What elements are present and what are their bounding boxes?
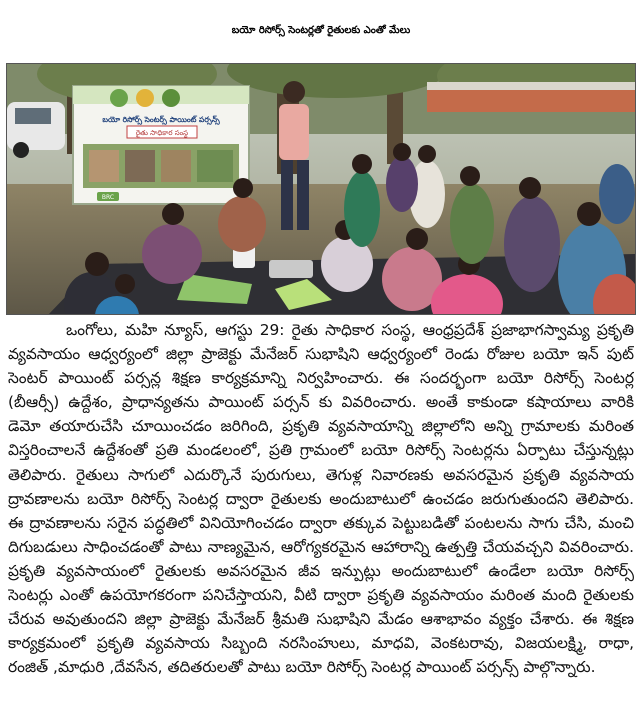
article-line: సెంటర్ పాయింట్ పర్సన్ల శిక్షణ కార్యక్రమాన్ని నిర్వహించారు. ఈ సందర్భంగా బయో రిసోర్స్ సెంటర్ల — [8, 369, 634, 388]
training-session-photo — [7, 64, 636, 315]
article-line: కార్యక్రమంలో ప్రకృతి వ్యవసాయ సిబ్బంది నరసింహులు, మాధవి, వెంకటరావు, విజయలక్ష్మి, రాధా, — [8, 634, 634, 653]
article-line: చేరువ అవుతుందని జిల్లా ప్రాజెక్టు మేనేజర్ శ్రీమతి సుభాషిని మేడం ఆశాభావం వ్యక్తం చేశారు. ఈ శిక్షణ — [8, 610, 634, 629]
news-photo — [6, 63, 636, 315]
article-line: (బీఆర్సీ) ఉద్దేశం, ప్రాధాన్యతను పాయింట్ పర్సన్ కు వివరించారు. అంతే కాకుండా కషాయాలు వారికి — [8, 393, 634, 412]
article-line: వ్యవసాయం ఆధ్వర్యంలో జిల్లా ప్రాజెక్టు మేనేజర్ సుభాషిని ఆధ్వర్యంలో రెండు రోజుల బయో ఇన్ పుట్ — [8, 345, 634, 364]
article-line: రంజిత్ ,మాధురి ,దేవసేన, తదితరులతో పాటు బయో రిసోర్స్ సెంటర్ల పాయింట్ పర్సన్స్ పాల్గొన్నారు. — [8, 658, 596, 677]
banner-badge: BRC — [101, 194, 115, 201]
headline: బయో రిసోర్స్ సెంటర్లతో రైతులకు ఎంతో మేలు — [231, 25, 411, 36]
article-line: డెమో తయారుచేసి చూయించడం జరిగింది, ప్రకృతి వ్యవసాయాన్ని జిల్లాలోని అన్ని గ్రామాలకు మరింత — [8, 417, 634, 436]
article-line: సెంటర్లు ఎంతో ఉపయోగకరంగా పనిచేస్తాయని, వీటి ద్వారా ప్రకృతి వ్యవసాయం మరింత మంది రైతులకు — [8, 586, 634, 605]
article-line: ఒంగోలు, మహి న్యూస్, ఆగస్టు 29: రైతు సాధికార సంస్థ, ఆంధ్రప్రదేశ్ ప్రజాభాగస్వామ్య ప్రకృతి — [66, 321, 634, 339]
article-line: విస్తరించాలనే ఉద్దేశంతో ప్రతి మండలంలో, ప్రతి గ్రామంలో బయో రిసోర్స్ సెంటర్లను ఏర్పాటు చేస్తున్నట్లు — [8, 441, 634, 460]
banner-text-2: రైతు సాధికార సంస్థ — [135, 129, 189, 137]
article-line: ఈ ద్రావణాలను సరైన పద్ధతిలో వినియోగించడం ద్వారా తక్కువ పెట్టుబడితో పంటలను సాగు చేసి, మంచి — [8, 513, 634, 532]
article-body — [8, 318, 634, 702]
article-line: తెలిపారు. రైతులు సాగులో ఎదుర్కొనే పురుగులు, తెగుళ్ల నివారణకు అవసరమైన ప్రకృతి వ్యవసాయ — [8, 465, 634, 484]
article-line: దిగుబడులు సాధించడంతో పాటు నాణ్యమైన, ఆరోగ్యకరమైన ఆహారాన్ని ఉత్పత్తి చేయవచ్చని వివరించారు. — [8, 537, 634, 556]
banner-text-1: బయో రిసోర్స్ సెంటర్స్ పాయింట్ పర్సన్స్ — [102, 115, 220, 124]
article-line: ప్రకృతి వ్యవసాయంలో రైతులకు అవసరమైన జీవ ఇన్పుట్లు అందుబాటులో ఉండేలా బయో రిసోర్స్ — [8, 561, 634, 580]
article-line: ద్రావణాలను బయో రిసోర్స్ సెంటర్ల ద్వారా రైతులకు అందుబాటులో ఉంచడం జరుగుతుందని తెలిపారు. — [8, 489, 634, 508]
